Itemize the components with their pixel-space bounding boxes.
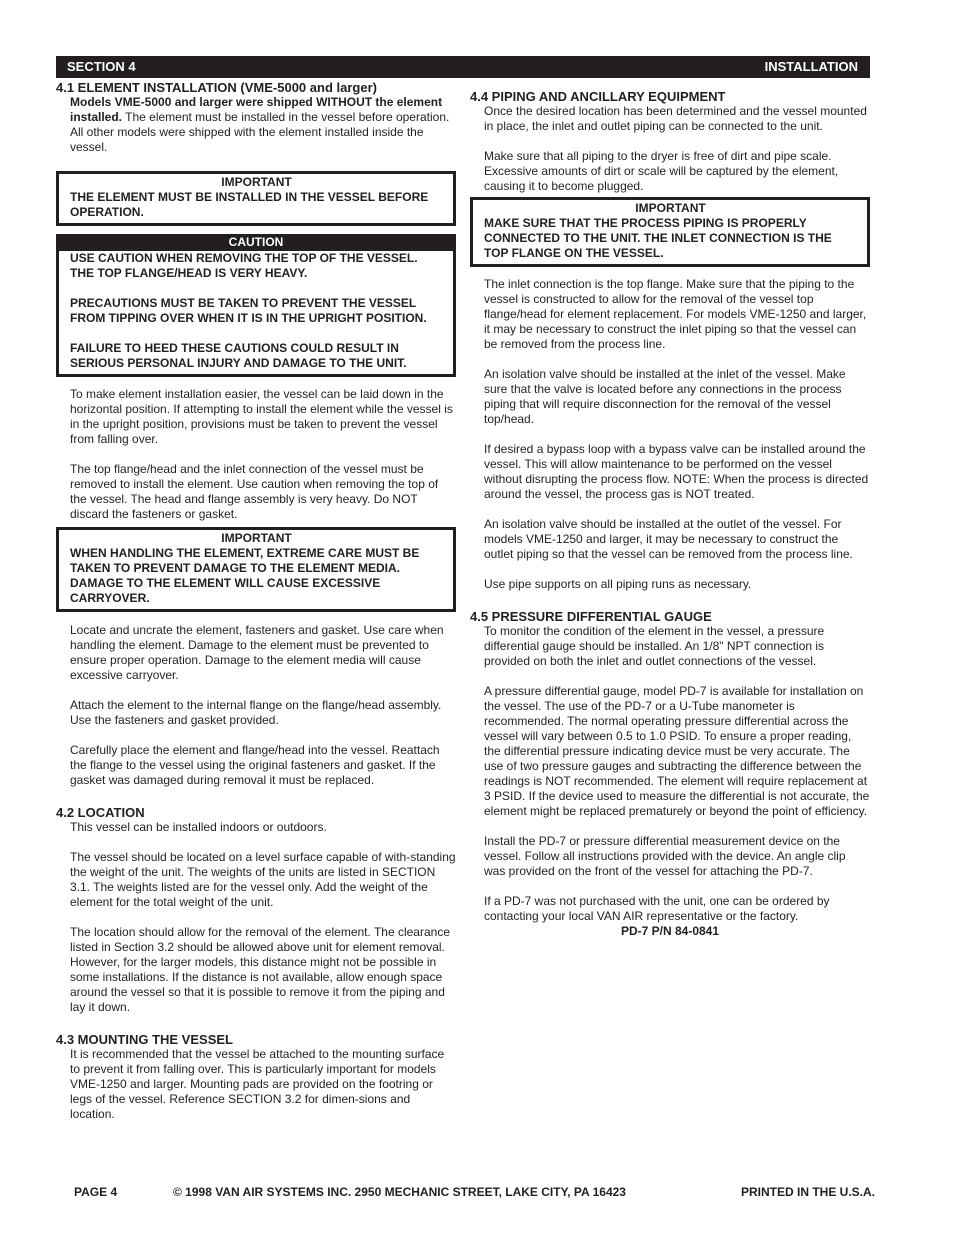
body-paragraph: Carefully place the element and flange/head into the vessel. Reattach the flange to the vessel using the original fasteners and gasket. If the gasket was damaged during removal it must be replaced.	[70, 743, 440, 787]
body-paragraph: Install the PD-7 or pressure differential measurement device on the vessel. Follow all instructions provided with the device. An angle clip was provided on the front of the vessel for attaching the PD-7.	[484, 834, 846, 878]
intro-paragraph	[70, 95, 456, 155]
footer-page-number: PAGE 4	[74, 1185, 118, 1199]
important-title: IMPORTANT	[635, 201, 706, 215]
section-title: INSTALLATION	[764, 59, 858, 74]
caution-box	[56, 234, 456, 377]
body-paragraph: The location should allow for the removal of the element. The clearance listed in Section 3.2 should be allowed above unit for element removal. However, for the larger models, this distance might not be possible in some installations. If the distance is not available, allow enough space around the vessel so that it is possible to remove it from the piping and lay it down.	[70, 925, 450, 1014]
section-header-bar	[56, 56, 870, 78]
section-number: SECTION 4	[67, 59, 136, 74]
important-text: WHEN HANDLING THE ELEMENT, EXTREME CARE MUST BE TAKEN TO PREVENT DAMAGE TO THE ELEMENT MEDIA. DAMAGE TO THE ELEMENT WILL CAUSE EXCESSIVE CARRYOVER.	[70, 546, 420, 605]
heading-4-3: 4.3 MOUNTING THE VESSEL	[56, 1032, 233, 1047]
important-title: IMPORTANT	[221, 531, 292, 545]
important-text: MAKE SURE THAT THE PROCESS PIPING IS PROPERLY CONNECTED TO THE UNIT. THE INLET CONNECTION IS THE TOP FLANGE ON THE VESSEL.	[484, 216, 832, 260]
caution-body	[59, 251, 453, 374]
important-text: THE ELEMENT MUST BE INSTALLED IN THE VESSEL BEFORE OPERATION.	[70, 190, 429, 219]
important-title: IMPORTANT	[221, 175, 292, 189]
heading-4-1: 4.1 ELEMENT INSTALLATION (VME-5000 and larger)	[56, 80, 377, 95]
body-paragraph: If a PD-7 was not purchased with the unit, one can be ordered by contacting your local VAN AIR representative or the factory.	[484, 894, 830, 923]
caution-paragraph: FAILURE TO HEED THESE CAUTIONS COULD RESULT IN SERIOUS PERSONAL INJURY AND DAMAGE TO THE UNIT.	[70, 341, 407, 370]
intro-rest-text: The element must be installed in the vessel before operation. All other models were shipped with the element installed inside the vessel.	[70, 110, 450, 154]
footer-printed: PRINTED IN THE U.S.A.	[740, 1185, 875, 1199]
body-paragraph: Once the desired location has been determined and the vessel mounted in place, the inlet and outlet piping can be connected to the unit.	[484, 104, 867, 133]
body-paragraph: To make element installation easier, the vessel can be laid down in the horizontal position. If attempting to install the element while the vessel is in the upright position, provisions must be taken to prevent the vessel from falling over.	[70, 387, 453, 446]
body-paragraph: The top flange/head and the inlet connection of the vessel must be removed to install the element. Use caution when removing the top of the vessel. The head and flange assembly is very heavy. Do NOT discard the fasteners or gasket.	[70, 462, 439, 521]
body-paragraph: Make sure that all piping to the dryer is free of dirt and pipe scale. Excessive amounts of dirt or scale will be captured by the element, causing it to become plugged.	[484, 149, 839, 193]
body-paragraph: This vessel can be installed indoors or outdoors.	[70, 820, 327, 834]
body-paragraph: Use pipe supports on all piping runs as necessary.	[484, 577, 752, 591]
footer-copyright: © 1998 VAN AIR SYSTEMS INC. 2950 MECHANIC STREET, LAKE CITY, PA 16423	[173, 1185, 626, 1199]
heading-4-5: 4.5 PRESSURE DIFFERENTIAL GAUGE	[470, 609, 712, 624]
body-paragraph: It is recommended that the vessel be attached to the mounting surface to prevent it from falling over. This is particularly important for models VME-1250 and larger. Mounting pads are provided on the footring or legs of the vessel. Reference SECTION 3.2 for dimen-sions and location.	[70, 1047, 445, 1121]
body-paragraph: Locate and uncrate the element, fasteners and gasket. Use care when handling the element. Damage to the element must be prevented to ensure proper operation. Damage to the element media will cause excessive carryover.	[70, 623, 444, 682]
part-number: PD-7 P/N 84-0841	[620, 924, 720, 938]
intro-bold-text: Models VME-5000 and larger were shipped WITHOUT the element installed.	[70, 95, 443, 124]
body-paragraph: To monitor the condition of the element in the vessel, a pressure differential gauge should be installed. An 1/8" NPT connection is provided on both the inlet and outlet connections of the vessel.	[484, 624, 825, 668]
caution-paragraph: PRECAUTIONS MUST BE TAKEN TO PREVENT THE VESSEL FROM TIPPING OVER WHEN IT IS IN THE UPRIGHT POSITION.	[70, 296, 427, 325]
body-paragraph: A pressure differential gauge, model PD-7 is available for installation on the vessel. The use of the PD-7 or a U-Tube manometer is recommended. The normal operating pressure differential across the vessel will vary between 0.5 to 1.0 PSID. To ensure a proper reading, the differential pressure indicating device must be very accurate. The use of two pressure gauges and subtracting the difference between the readings is NOT recommended. The element will require replacement at 3 PSID. If the device used to measure the differential is not accurate, the element might be replaced prematurely or beyond the point of efficiency.	[484, 684, 870, 818]
body-paragraph: The inlet connection is the top flange. Make sure that the piping to the vessel is constructed to allow for the removal of the vessel top flange/head for element replacement. For models VME-1250 and larger, it may be necessary to construct the inlet piping so that the vessel can be removed from the process line.	[484, 277, 867, 351]
caution-paragraph: USE CAUTION WHEN REMOVING THE TOP OF THE VESSEL. THE TOP FLANGE/HEAD IS VERY HEAVY.	[70, 251, 418, 280]
important-box-2	[56, 527, 456, 612]
body-paragraph: If desired a bypass loop with a bypass valve can be installed around the vessel. This will allow maintenance to be performed on the vessel without disrupting the process flow. NOTE: When the process is directed around the vessel, the process gas is NOT treated.	[484, 442, 869, 501]
heading-4-4: 4.4 PIPING AND ANCILLARY EQUIPMENT	[470, 89, 726, 104]
left-column	[56, 80, 456, 1122]
body-paragraph: An isolation valve should be installed at the outlet of the vessel. For models VME-1250 and larger, it may be necessary to construct the outlet piping so that the vessel can be removed from the process line.	[484, 517, 853, 561]
heading-4-2: 4.2 LOCATION	[56, 805, 145, 820]
body-paragraph: Attach the element to the internal flange on the flange/head assembly. Use the fasteners and gasket provided.	[70, 698, 442, 727]
right-column	[470, 89, 870, 939]
body-paragraph: The vessel should be located on a level surface capable of with-standing the weight of the unit. The weights of the units are listed in SECTION 3.1. The weights listed are for the vessel only. Add the weight of the element for the total weight of the unit.	[70, 850, 456, 909]
important-box-3	[470, 197, 870, 267]
caution-title: CAUTION	[59, 234, 453, 251]
body-paragraph: An isolation valve should be installed at the inlet of the vessel. Make sure that the valve is located before any connections in the process piping that will require disconnection for the removal of the vessel top/head.	[484, 367, 846, 426]
important-box-1	[56, 171, 456, 226]
